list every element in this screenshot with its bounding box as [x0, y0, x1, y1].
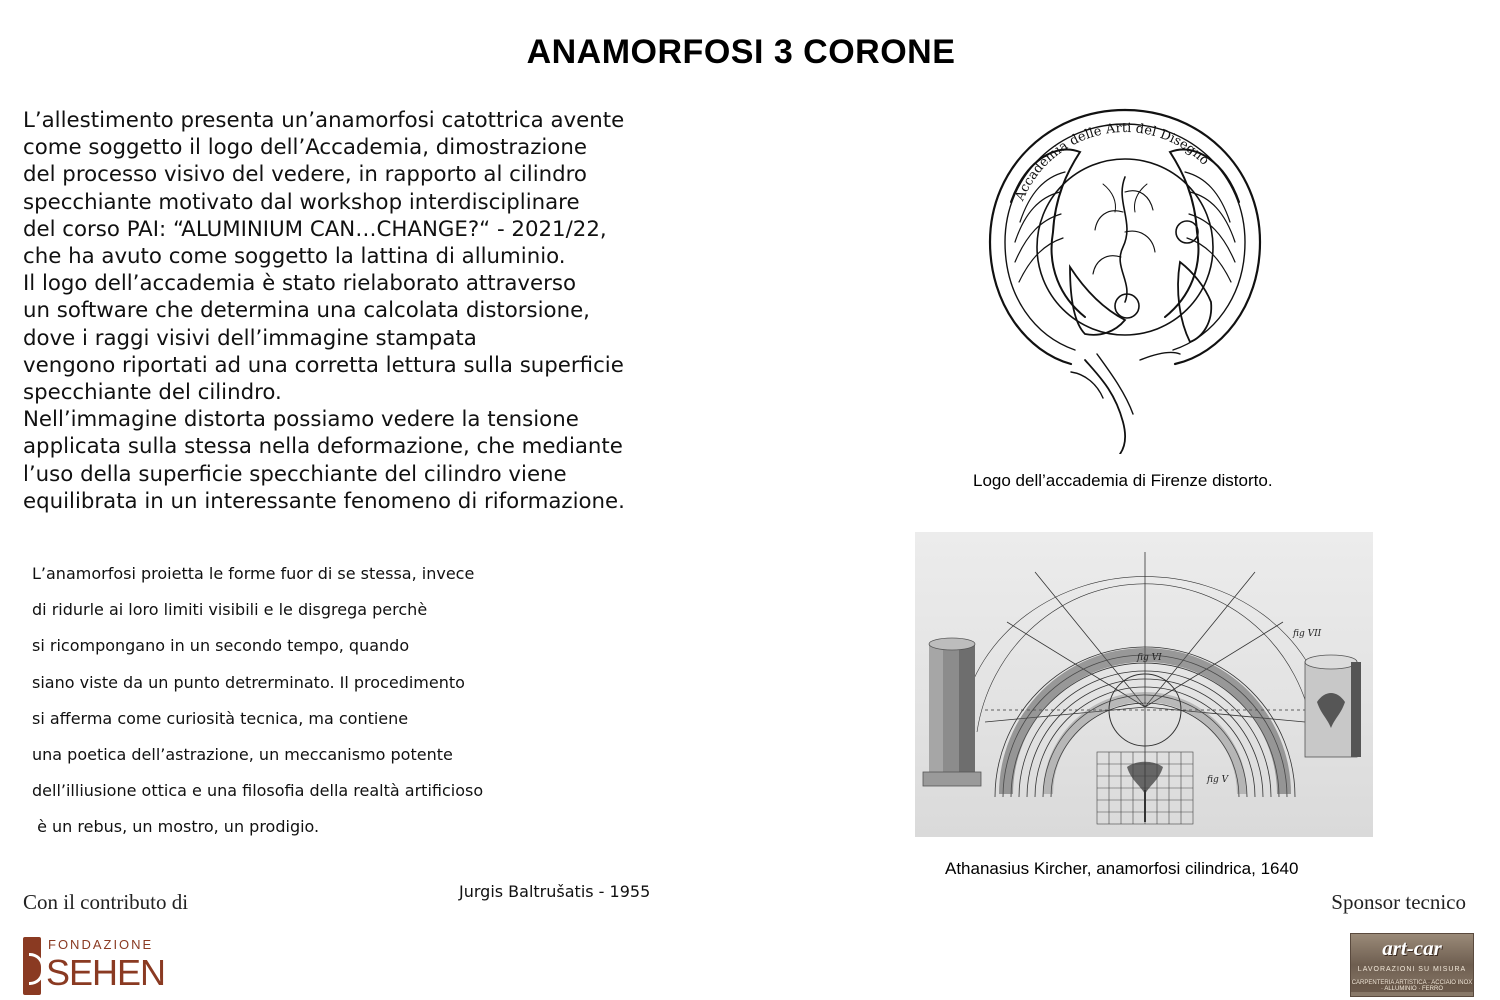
fondazione-sehen-logo: [23, 937, 166, 995]
main-text-line: equilibrata in un interessante fenomeno di riformazione.: [23, 488, 625, 514]
contribution-label: Con il contributo di: [23, 890, 189, 914]
page-title: ANAMORFOSI 3 CORONE: [526, 33, 956, 71]
main-text-line: del corso PAI: “ALUMINIUM CAN…CHANGE?“ - 2021/22,: [23, 216, 607, 242]
main-text-line: vengono riportati ad una corretta lettura sulla superficie: [23, 352, 624, 378]
kircher-engraving-figure: [915, 532, 1373, 837]
quote-line: L’anamorfosi proietta le forme fuor di se stessa, invece: [32, 564, 475, 583]
kircher-caption: Athanasius Kircher, anamorfosi cilindrica, 1640: [945, 859, 1299, 878]
quote-line: è un rebus, un mostro, un prodigio.: [32, 817, 320, 837]
distorted-logo-figure: [975, 92, 1275, 454]
main-text-line: un software che determina una calcolata distorsione,: [23, 298, 590, 324]
art-car-logo-tagline: LAVORAZIONI SU MISURA: [1357, 966, 1467, 973]
fig-v-label: fig V: [1207, 775, 1229, 785]
fig-vii-label: fig VII: [1293, 629, 1322, 639]
main-text-line: L’allestimento presenta un’anamorfosi catottrica avente: [23, 108, 625, 133]
main-text-line: applicata sulla stessa nella deformazione, che mediante: [23, 434, 623, 460]
fig-vi-label: fig VI: [1137, 653, 1162, 663]
main-text-line: del processo visivo del vedere, in rapporto al cilindro: [23, 162, 587, 188]
sehen-logo-name: SEHEN: [46, 952, 166, 993]
art-car-logo: [1350, 933, 1474, 997]
main-text-line: come soggetto il logo dell’Accademia, dimostrazione: [23, 135, 587, 161]
sehen-logo-prefix: FONDAZIONE: [48, 937, 154, 952]
quote-line: di ridurle ai loro limiti visibili e le disgrega perchè: [32, 600, 428, 620]
quote-line: siano viste da un punto detrerminato. Il procedimento: [32, 672, 465, 692]
main-text-line: Nell’immagine distorta possiamo vedere la tensione: [23, 407, 579, 433]
quote-line: si afferma come curiosità tecnica, ma contiene: [32, 708, 409, 728]
kircher-engraving-drawing: [915, 532, 1373, 837]
main-text-line: specchiante del cilindro.: [23, 380, 282, 406]
main-text-line: l’uso della superficie specchiante del cilindro viene: [23, 461, 567, 487]
distorted-logo-caption: Logo dell’accademia di Firenze distorto.: [973, 471, 1273, 490]
main-text-line: dove i raggi visivi dell’immagine stampata: [23, 325, 477, 351]
distorted-logo-drawing: [975, 92, 1275, 454]
main-description: [23, 107, 713, 515]
main-text-line: specchiante motivato dal workshop interdisciplinare: [23, 189, 580, 215]
main-text-line: che ha avuto come soggetto la lattina di alluminio.: [23, 244, 566, 270]
distorted-logo-inscription: Accademia delle Arti del Disegno: [1012, 121, 1212, 204]
quote-line: si ricompongano in un secondo tempo, quando: [32, 636, 410, 656]
quote-block: [32, 556, 592, 846]
main-text-line: Il logo dell’accademia è stato rielaborato attraverso: [23, 271, 576, 297]
quote-line: una poetica dell’astrazione, un meccanismo potente: [32, 745, 453, 765]
sehen-emblem-icon: [23, 937, 41, 995]
quote-author: Jurgis Baltrušatis - 1955: [459, 882, 651, 901]
art-car-logo-name: art-car: [1382, 936, 1442, 960]
quote-line: dell’illiusione ottica e una filosofia della realtà artificioso: [32, 781, 484, 801]
art-car-logo-materials: CARPENTERIA ARTISTICA · ACCIAIO INOX · ALLUMINIO · FERRO: [1351, 980, 1473, 992]
sponsor-label: Sponsor tecnico: [1331, 890, 1466, 914]
